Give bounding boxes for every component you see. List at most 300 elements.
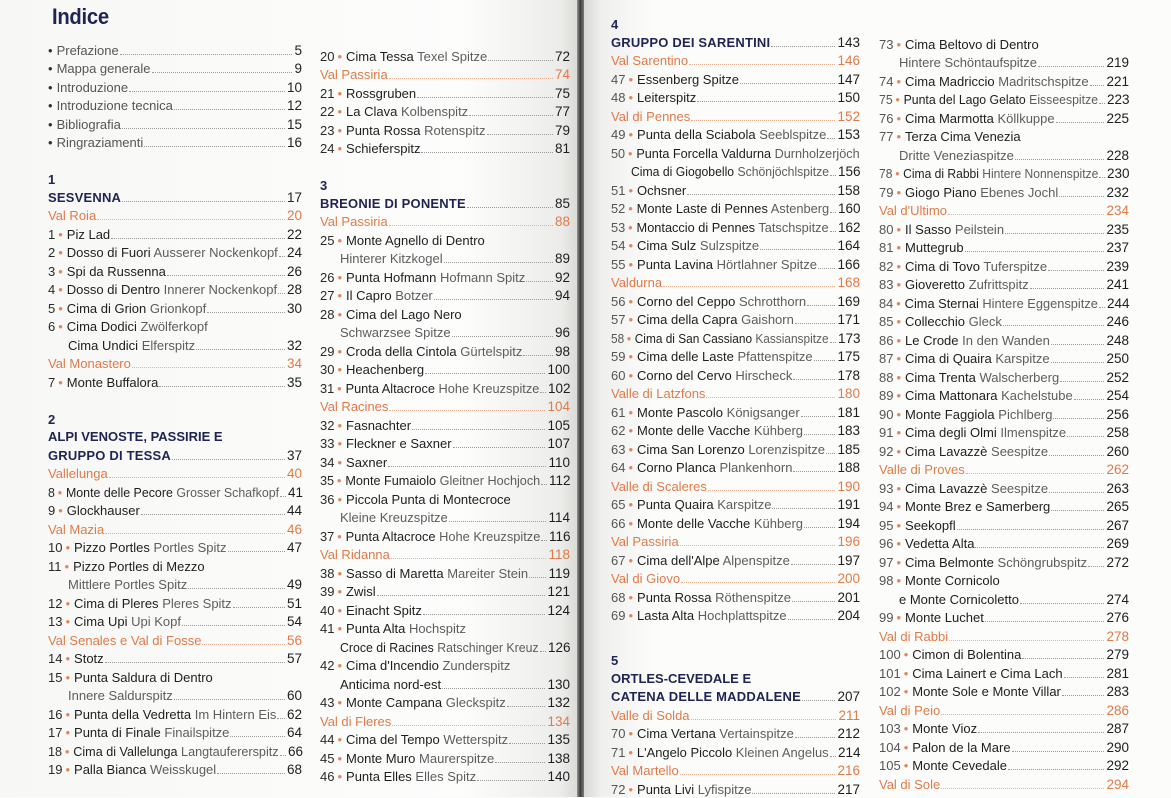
entry-label — [48, 484, 280, 501]
italian-name: Gioveretto — [905, 277, 966, 292]
peak-entry[interactable] — [611, 180, 860, 199]
peak-entry[interactable] — [320, 46, 570, 65]
peak-entry[interactable] — [320, 619, 570, 638]
peak-number: 64 — [611, 460, 626, 475]
chapter-page: 143 — [837, 34, 860, 50]
leader-dots — [188, 588, 285, 589]
peak-entry[interactable] — [611, 421, 860, 440]
peak-entry[interactable] — [879, 497, 1129, 516]
entry-page: 225 — [1106, 110, 1129, 126]
peak-entry[interactable] — [611, 402, 860, 421]
peak-entry[interactable] — [320, 452, 570, 471]
peak-entry-continuation[interactable] — [320, 323, 570, 342]
peak-entry[interactable] — [320, 730, 570, 749]
peak-entry[interactable] — [879, 737, 1129, 756]
italian-name: Punta Quaira — [637, 497, 714, 512]
peak-number: 101 — [879, 665, 901, 681]
peak-entry[interactable] — [879, 386, 1129, 405]
entry-page: 260 — [1106, 443, 1129, 459]
peak-entry[interactable] — [879, 71, 1129, 90]
entry-label — [611, 257, 817, 273]
peak-entry[interactable] — [48, 649, 302, 668]
entry-label — [879, 185, 1058, 201]
peak-entry[interactable] — [611, 495, 860, 514]
peak-entry[interactable] — [879, 312, 1129, 331]
entry-label — [611, 423, 803, 439]
peak-entry[interactable] — [879, 682, 1129, 701]
valley-entry[interactable] — [611, 532, 860, 551]
peak-entry[interactable] — [879, 423, 1129, 442]
peak-entry[interactable] — [879, 293, 1129, 312]
valley-entry[interactable] — [320, 65, 570, 84]
peak-entry-continuation[interactable] — [320, 674, 570, 693]
entry-page: 269 — [1106, 536, 1129, 551]
peak-entry[interactable] — [879, 645, 1129, 664]
peak-entry[interactable] — [611, 199, 860, 218]
peak-number: 41 — [320, 621, 335, 636]
german-name: Elferspitz — [141, 337, 196, 353]
entry-page: 267 — [1106, 517, 1129, 533]
bullet-icon: • — [337, 565, 343, 581]
leader-dots — [1059, 196, 1104, 197]
peak-entry[interactable] — [320, 360, 570, 379]
peak-entry-continuation[interactable] — [879, 53, 1129, 72]
entry-label — [48, 762, 216, 778]
valley-label: Val di Giovo — [611, 571, 681, 586]
valley-entry[interactable] — [611, 51, 860, 70]
valley-entry[interactable] — [611, 384, 860, 403]
chapter-heading[interactable] — [611, 687, 860, 706]
bullet-icon: • — [628, 460, 634, 475]
leader-dots — [132, 367, 285, 368]
peak-entry[interactable] — [879, 404, 1129, 423]
peak-entry[interactable] — [879, 164, 1129, 183]
entry-label — [879, 240, 964, 256]
valley-label: Val di Rabbi — [879, 628, 949, 644]
valley-entry[interactable] — [48, 206, 302, 225]
peak-entry[interactable] — [611, 69, 860, 88]
peak-number: 31 — [320, 380, 335, 396]
leader-dots — [1051, 510, 1104, 511]
valley-entry[interactable] — [879, 460, 1129, 479]
italian-name: Cima di Rabbi — [903, 166, 979, 181]
peak-number: 51 — [611, 182, 626, 198]
peak-entry[interactable] — [611, 513, 860, 532]
peak-number: 83 — [879, 277, 894, 292]
bullet-icon: • — [65, 614, 71, 629]
entry-label — [879, 666, 1063, 682]
entry-label — [879, 92, 1099, 108]
peak-entry[interactable] — [320, 767, 570, 786]
entry-page: 219 — [1106, 55, 1129, 70]
bullet-icon: • — [903, 721, 909, 736]
peak-entry[interactable] — [320, 83, 570, 102]
peak-entry[interactable] — [879, 182, 1129, 201]
peak-number: 74 — [879, 73, 894, 89]
peak-entry[interactable] — [611, 587, 860, 606]
peak-entry[interactable] — [611, 125, 860, 144]
valley-entry[interactable] — [611, 569, 860, 588]
peak-entry[interactable] — [611, 254, 860, 273]
german-name: Weisskugel — [149, 762, 217, 777]
valley-entry[interactable] — [611, 106, 860, 125]
entry-page: 119 — [548, 565, 570, 581]
entry-page: 102 — [548, 380, 571, 396]
intro-entry[interactable] — [48, 96, 302, 115]
peak-entry-continuation[interactable] — [320, 249, 570, 268]
peak-entry[interactable] — [48, 704, 302, 723]
peak-entry[interactable] — [879, 608, 1129, 627]
peak-entry[interactable] — [48, 760, 302, 779]
entry-page: 114 — [548, 510, 570, 525]
peak-entry-continuation[interactable] — [48, 335, 302, 354]
peak-entry-continuation[interactable] — [320, 508, 570, 527]
peak-entry-continuation[interactable] — [879, 589, 1129, 608]
peak-number: 15 — [48, 669, 63, 685]
entry-label — [320, 584, 376, 600]
italian-name: Lasta Alta — [637, 608, 695, 623]
peak-entry[interactable] — [48, 741, 302, 760]
entry-label — [879, 425, 1066, 441]
entry-label — [48, 282, 277, 298]
peak-number: 10 — [48, 540, 63, 555]
german-name: Maurerspitze — [419, 750, 495, 766]
peak-entry[interactable] — [879, 571, 1129, 590]
german-name: Schrotthorn — [738, 293, 807, 309]
entry-label — [320, 123, 486, 139]
italian-name: Cima Madriccio — [905, 73, 995, 89]
peak-entry[interactable] — [48, 261, 302, 280]
entry-label — [611, 368, 792, 384]
italian-name: Cima del Lago Nero — [346, 306, 462, 322]
peak-entry[interactable] — [48, 667, 302, 686]
peak-entry[interactable] — [320, 304, 570, 323]
peak-entry[interactable] — [879, 719, 1129, 738]
peak-entry[interactable] — [320, 230, 570, 249]
peak-entry[interactable] — [611, 310, 860, 329]
peak-entry[interactable] — [320, 434, 570, 453]
valley-page: 211 — [838, 707, 860, 723]
peak-entry[interactable] — [320, 102, 570, 121]
peak-entry[interactable] — [320, 526, 570, 545]
bullet-icon: • — [628, 182, 634, 198]
entry-page: 239 — [1106, 258, 1129, 274]
peak-entry[interactable] — [320, 600, 570, 619]
leader-dots — [141, 514, 285, 515]
leader-dots — [277, 718, 285, 719]
entry-page: 30 — [286, 300, 302, 316]
leader-dots — [1051, 344, 1105, 345]
chapter-title-line: ORTLES-CEVEDALE E — [611, 670, 752, 686]
peak-entry[interactable] — [611, 550, 860, 569]
leader-dots — [233, 607, 285, 608]
peak-entry[interactable] — [48, 593, 302, 612]
peak-entry[interactable] — [320, 748, 570, 767]
peak-entry[interactable] — [879, 34, 1129, 53]
peak-entry[interactable] — [48, 372, 302, 391]
bullet-icon: • — [58, 263, 63, 279]
peak-entry[interactable] — [611, 724, 860, 743]
valley-entry[interactable] — [48, 354, 302, 373]
peak-entry-continuation[interactable] — [48, 686, 302, 705]
peak-entry[interactable] — [879, 534, 1129, 553]
leader-dots — [687, 194, 835, 195]
peak-entry[interactable] — [611, 365, 860, 384]
peak-entry[interactable] — [611, 217, 860, 236]
peak-entry[interactable] — [320, 582, 570, 601]
intro-entry[interactable] — [48, 133, 302, 152]
valley-entry[interactable] — [48, 464, 302, 483]
valley-page: 294 — [1106, 776, 1129, 792]
bullet-icon: • — [628, 423, 634, 438]
leader-dots — [434, 299, 553, 300]
peak-entry[interactable] — [320, 693, 570, 712]
chapter-heading[interactable] — [611, 32, 860, 51]
valley-label: Val Martello — [611, 763, 679, 778]
bullet-icon: • — [337, 695, 343, 710]
peak-number: 62 — [611, 423, 626, 438]
italian-name: Essenberg Spitze — [637, 71, 739, 87]
peak-entry[interactable] — [320, 489, 570, 508]
peak-entry[interactable] — [320, 563, 570, 582]
valley-entry[interactable] — [320, 545, 570, 564]
valley-entry[interactable] — [48, 519, 302, 538]
peak-entry[interactable] — [48, 280, 302, 299]
bullet-icon: • — [48, 98, 53, 113]
leader-dots — [691, 120, 835, 121]
entry-page: 156 — [838, 164, 861, 179]
bullet-icon: • — [628, 589, 634, 605]
peak-entry[interactable] — [879, 275, 1129, 294]
leader-dots — [280, 755, 286, 756]
peak-entry[interactable] — [879, 90, 1129, 109]
entry-page: 217 — [837, 781, 860, 797]
peak-number: 49 — [611, 127, 626, 142]
valley-entry[interactable] — [611, 273, 860, 292]
peak-entry[interactable] — [879, 238, 1129, 257]
entry-label — [48, 614, 181, 630]
intro-entry[interactable] — [48, 59, 302, 78]
peak-number: 57 — [611, 312, 626, 327]
entry-title: Ringraziamenti — [56, 135, 144, 150]
valley-entry[interactable] — [320, 397, 570, 416]
peak-entry-continuation[interactable] — [320, 637, 570, 656]
peak-entry[interactable] — [879, 330, 1129, 349]
peak-entry[interactable] — [879, 441, 1129, 460]
peak-entry[interactable] — [611, 347, 860, 366]
peak-entry[interactable] — [320, 471, 570, 490]
italian-name: Punta della Sciabola — [637, 127, 756, 142]
valley-entry[interactable] — [611, 761, 860, 780]
intro-entry[interactable] — [48, 77, 302, 96]
bullet-icon: • — [57, 484, 63, 500]
entry-label — [611, 405, 800, 421]
entry-label — [320, 233, 485, 249]
peak-entry[interactable] — [320, 139, 570, 158]
peak-entry[interactable] — [879, 256, 1129, 275]
peak-entry[interactable] — [320, 120, 570, 139]
bullet-icon: • — [337, 306, 343, 322]
entry-page: 287 — [1106, 721, 1129, 736]
entry-label — [48, 264, 166, 280]
bullet-icon: • — [337, 750, 343, 766]
leader-dots — [1048, 270, 1104, 271]
peak-entry[interactable] — [320, 415, 570, 434]
peak-entry[interactable] — [611, 458, 860, 477]
entry-label — [611, 330, 829, 347]
leader-dots — [830, 756, 836, 757]
leader-dots — [1099, 307, 1105, 308]
peak-entry[interactable] — [611, 143, 860, 162]
entry-label — [611, 90, 696, 106]
peak-entry[interactable] — [611, 88, 860, 107]
peak-entry[interactable] — [320, 341, 570, 360]
italian-name: Anticima nord-est — [340, 676, 442, 692]
peak-entry[interactable] — [879, 552, 1129, 571]
leader-dots — [488, 60, 553, 61]
entry-page: 181 — [837, 404, 860, 420]
peak-entry[interactable] — [879, 367, 1129, 386]
italian-name: Cima Beltovo di Dentro — [905, 36, 1039, 52]
leader-dots — [680, 545, 836, 546]
peak-entry[interactable] — [611, 606, 860, 625]
peak-entry-continuation[interactable] — [611, 162, 860, 181]
italian-name: Einacht Spitz — [346, 602, 422, 618]
peak-number: 60 — [611, 367, 626, 383]
chapter-page: 85 — [554, 195, 570, 211]
bullet-icon: • — [896, 610, 902, 625]
peak-entry-continuation[interactable] — [48, 575, 302, 594]
leader-dots — [663, 286, 835, 287]
peak-entry[interactable] — [611, 236, 860, 255]
entry-label — [611, 726, 794, 742]
valley-entry[interactable] — [879, 700, 1129, 719]
leader-dots — [122, 201, 285, 202]
chapter-heading[interactable] — [320, 193, 570, 212]
entry-page: 44 — [286, 503, 302, 518]
entry-label — [320, 344, 522, 360]
peak-number: 77 — [879, 129, 894, 144]
valley-entry[interactable] — [48, 630, 302, 649]
entry-page: 281 — [1106, 665, 1129, 681]
german-name: Hintere Schöntaufspitze — [899, 55, 1038, 70]
peak-entry[interactable] — [320, 286, 570, 305]
peak-entry[interactable] — [879, 663, 1129, 682]
peak-entry[interactable] — [320, 378, 570, 397]
valley-entry[interactable] — [879, 774, 1129, 793]
peak-entry[interactable] — [611, 779, 860, 798]
peak-entry[interactable] — [48, 501, 302, 520]
chapter-heading[interactable] — [48, 187, 302, 206]
peak-entry[interactable] — [611, 439, 860, 458]
peak-entry[interactable] — [611, 328, 860, 347]
bullet-icon: • — [65, 762, 71, 777]
peak-entry[interactable] — [879, 127, 1129, 146]
peak-entry[interactable] — [611, 742, 860, 761]
german-name: Eisseespitze — [1029, 92, 1099, 107]
peak-entry[interactable] — [320, 267, 570, 286]
peak-entry[interactable] — [48, 538, 302, 557]
entry-page: 98 — [554, 343, 570, 359]
peak-number: 78 — [879, 166, 893, 181]
peak-entry[interactable] — [48, 556, 302, 575]
peak-entry[interactable] — [879, 349, 1129, 368]
valley-entry[interactable] — [611, 705, 860, 724]
valley-entry[interactable] — [320, 212, 570, 231]
peak-number: 68 — [611, 589, 626, 605]
peak-entry[interactable] — [48, 317, 302, 336]
entry-label — [899, 592, 1019, 608]
valley-entry[interactable] — [320, 711, 570, 730]
entry-page: 96 — [554, 325, 570, 340]
peak-entry[interactable] — [879, 478, 1129, 497]
entry-label — [320, 288, 433, 304]
entry-label — [611, 590, 791, 606]
chapter-heading[interactable] — [48, 445, 302, 464]
intro-entry[interactable] — [48, 114, 302, 133]
peak-entry[interactable] — [611, 291, 860, 310]
entry-label — [320, 732, 508, 748]
entry-page: 132 — [547, 695, 570, 710]
bullet-icon: • — [903, 758, 909, 773]
valley-entry[interactable] — [879, 201, 1129, 220]
entry-label — [320, 769, 476, 785]
entry-page: 214 — [838, 744, 861, 760]
peak-number: 100 — [879, 647, 901, 662]
peak-entry[interactable] — [48, 612, 302, 631]
peak-entry[interactable] — [48, 243, 302, 262]
entry-page: 100 — [547, 362, 570, 377]
bullet-icon: • — [896, 554, 902, 570]
valley-entry[interactable] — [611, 476, 860, 495]
bullet-icon: • — [896, 406, 902, 422]
entry-page: 79 — [554, 122, 570, 138]
peak-entry[interactable] — [48, 298, 302, 317]
bullet-icon: • — [337, 288, 343, 303]
bullet-icon: • — [628, 71, 634, 87]
bullet-icon: • — [627, 145, 633, 161]
entry-label — [879, 314, 1002, 330]
italian-name: Collecchio — [905, 314, 966, 329]
peak-entry[interactable] — [48, 224, 302, 243]
peak-entry[interactable] — [48, 723, 302, 742]
peak-entry[interactable] — [879, 756, 1129, 775]
bullet-icon: • — [337, 417, 343, 433]
peak-entry-continuation[interactable] — [879, 145, 1129, 164]
italian-name: Punta Rossa — [346, 122, 421, 138]
bullet-icon: • — [896, 480, 902, 496]
entry-page: 147 — [837, 71, 860, 87]
leader-dots — [529, 577, 546, 578]
leader-dots — [509, 743, 545, 744]
peak-entry[interactable] — [879, 219, 1129, 238]
italian-name: Pizzo Portles di Mezzo — [73, 558, 205, 574]
leader-dots — [1005, 233, 1104, 234]
intro-entry[interactable] — [48, 40, 302, 59]
peak-number: 8 — [48, 484, 55, 500]
peak-number: 86 — [879, 332, 894, 348]
bullet-icon: • — [895, 166, 900, 181]
entry-list — [48, 464, 302, 779]
leader-dots — [985, 621, 1105, 622]
valley-entry[interactable] — [879, 626, 1129, 645]
peak-entry[interactable] — [879, 515, 1129, 534]
italian-name: Monte Sole e Monte Villar — [912, 684, 1061, 699]
leader-dots — [182, 625, 285, 626]
peak-entry[interactable] — [320, 656, 570, 675]
peak-entry[interactable] — [879, 108, 1129, 127]
peak-entry[interactable] — [48, 482, 302, 501]
